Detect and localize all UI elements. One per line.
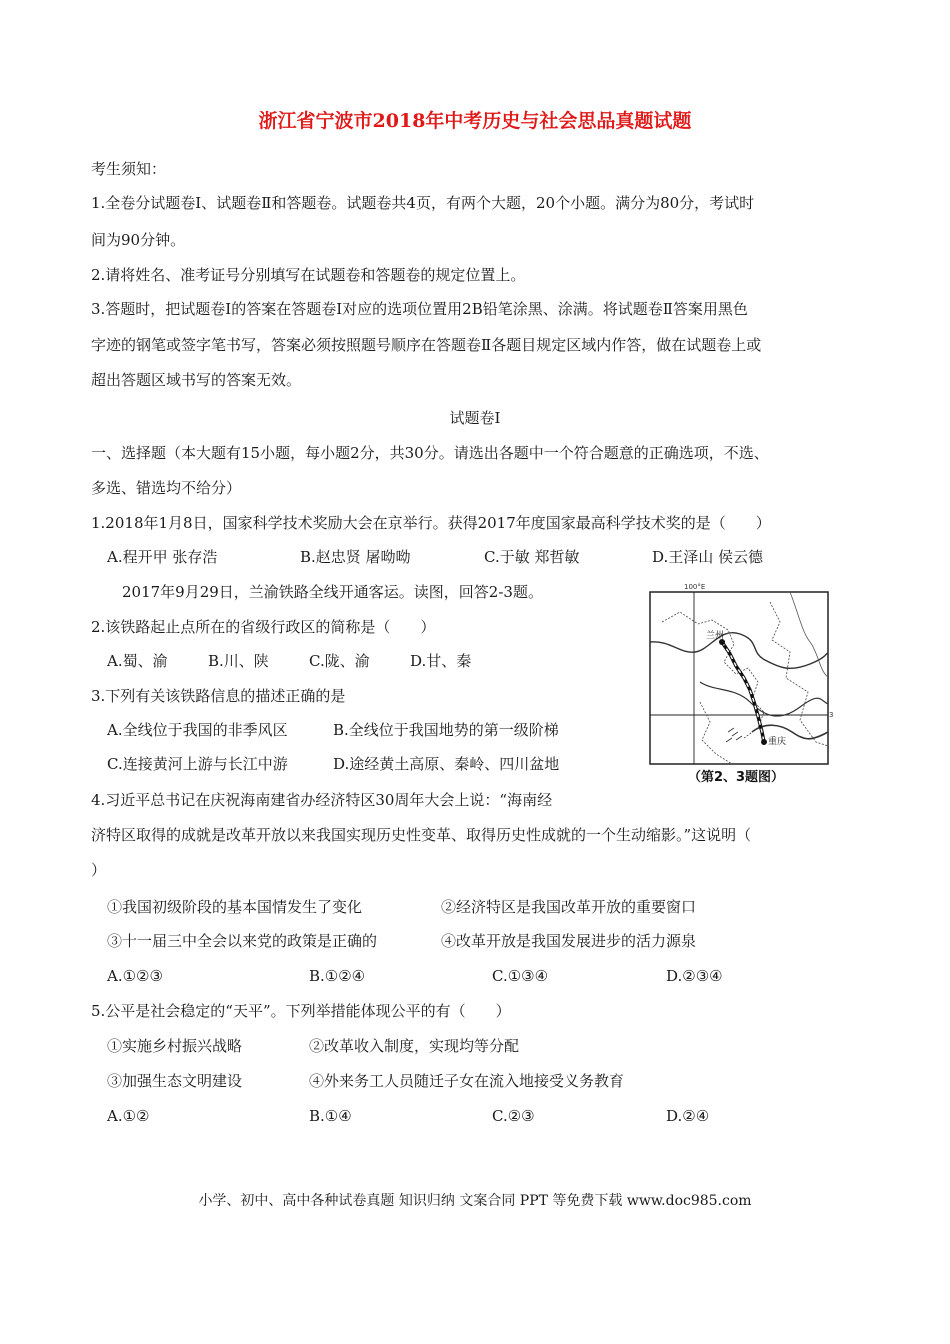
question-1-stem: 1.2018年1月8日，国家科学技术奖励大会在京举行。获得2017年度国家最高科学技术奖的是（ ） (91, 514, 771, 532)
question-4-statement: ①我国初级阶段的基本国情发生了变化 (107, 898, 363, 916)
notice-heading: 考生须知： (91, 160, 167, 178)
document-title: 浙江省宁波市2018年中考历史与社会思品真题试题 (258, 110, 692, 132)
question-5-statement: ③加强生态文明建设 (107, 1072, 243, 1090)
section-title: 试题卷Ⅰ (449, 409, 501, 427)
question-5-option: A.①② (107, 1107, 150, 1125)
question-1-option: C.于敏 郑哲敏 (484, 548, 580, 566)
question-5-statement: ④外来务工人员随迁子女在流入地接受义务教育 (309, 1072, 625, 1090)
map-city-marker (761, 739, 767, 745)
question-4-option: C.①③④ (492, 967, 549, 985)
question-3-option: B.全线位于我国地势的第一级阶梯 (333, 721, 559, 739)
question-5-option: B.①④ (309, 1107, 352, 1125)
question-4-stem: ） (91, 861, 107, 879)
question-2-option: A.蜀、渝 (107, 652, 168, 670)
notice-line: 间为90分钟。 (91, 231, 186, 249)
question-4-stem: 济特区取得的成就是改革开放以来我国实现历史性变革、取得历史性成就的一个生动缩影。”这说明（ (91, 826, 752, 844)
map-caption: （第2、3题图） (687, 770, 785, 785)
map-city-label: 兰州 (706, 631, 725, 641)
map-boundary (700, 702, 732, 764)
question-5-option: C.②③ (492, 1107, 535, 1125)
question-3-option: D.途经黄土高原、秦岭、四川盆地 (333, 755, 560, 773)
question-5-statement: ①实施乡村振兴战略 (107, 1037, 243, 1055)
map-railway (722, 642, 764, 742)
question-1-option: B.赵忠贤 屠呦呦 (300, 548, 411, 566)
footer-link[interactable]: 小学、初中、高中各种试卷真题 知识归纳 文案合同 PPT 等免费下载 www.doc985.com (198, 1193, 752, 1209)
map-boundary (770, 602, 828, 746)
question-5-statement: ②改革收入制度，实现均等分配 (309, 1037, 520, 1055)
question-2-stem: 2.该铁路起止点所在的省级行政区的简称是（ ） (91, 618, 436, 636)
question-1-option: A.程开甲 张存浩 (107, 548, 218, 566)
map-hatch (726, 728, 742, 742)
question-3-option: C.连接黄河上游与长江中游 (107, 755, 288, 773)
question-2-option: D.甘、秦 (410, 652, 472, 670)
question-2-option: C.陇、渝 (309, 652, 370, 670)
map-meridian-label: 100°E (684, 583, 706, 591)
notice-line: 2.请将姓名、准考证号分别填写在试题卷和答题卷的规定位置上。 (91, 266, 526, 284)
question-4-stem: 4.习近平总书记在庆祝海南建省办经济特区30周年大会上说：“海南经 (91, 791, 553, 809)
question-3-option: A.全线位于我国的非季风区 (107, 721, 288, 739)
question-4-statement: ④改革开放是我国发展进步的活力源泉 (441, 932, 697, 950)
notice-line: 超出答题区域书写的答案无效。 (91, 371, 302, 389)
railway-map (640, 582, 833, 787)
map-parallel-label: 3 (829, 711, 834, 719)
question-5-option: D.②④ (666, 1107, 710, 1125)
question-4-statement: ②经济特区是我国改革开放的重要窗口 (441, 898, 697, 916)
question-3-stem: 3.下列有关该铁路信息的描述正确的是 (91, 687, 346, 705)
question-5-stem: 5.公平是社会稳定的“天平”。下列举措能体现公平的有（ ） (91, 1002, 511, 1020)
notice-line: 字迹的钢笔或签字笔书写，答案必须按照题号顺序在答题卷Ⅱ各题目规定区域内作答，做在试题卷上或 (91, 336, 762, 354)
map-city-label: 重庆 (768, 737, 787, 747)
notice-line: 1.全卷分试题卷Ⅰ、试题卷Ⅱ和答题卷。试题卷共4页，有两个大题，20个小题。满分为80分，考试时 (91, 194, 755, 212)
map-river (650, 633, 828, 669)
question-1-option: D.王泽山 侯云德 (652, 548, 764, 566)
part-instructions: 多选、错选均不给分） (91, 479, 242, 497)
material-text: 2017年9月29日，兰渝铁路全线开通客运。读图，回答2-3题。 (122, 583, 543, 601)
part-instructions: 一、选择题（本大题有15小题，每小题2分，共30分。请选出各题中一个符合题意的正确选项，不选、 (91, 444, 769, 462)
notice-line: 3.答题时，把试题卷Ⅰ的答案在答题卷Ⅰ对应的选项位置用2B铅笔涂黑、涂满。将试题卷Ⅱ答案用黑色 (91, 300, 748, 318)
question-4-option: B.①②④ (309, 967, 366, 985)
question-2-option: B.川、陕 (208, 652, 269, 670)
question-4-statement: ③十一届三中全会以来党的政策是正确的 (107, 932, 378, 950)
question-4-option: A.①②③ (107, 967, 163, 985)
map-railway (722, 642, 764, 742)
map-river (700, 682, 828, 716)
question-4-option: D.②③④ (666, 967, 723, 985)
